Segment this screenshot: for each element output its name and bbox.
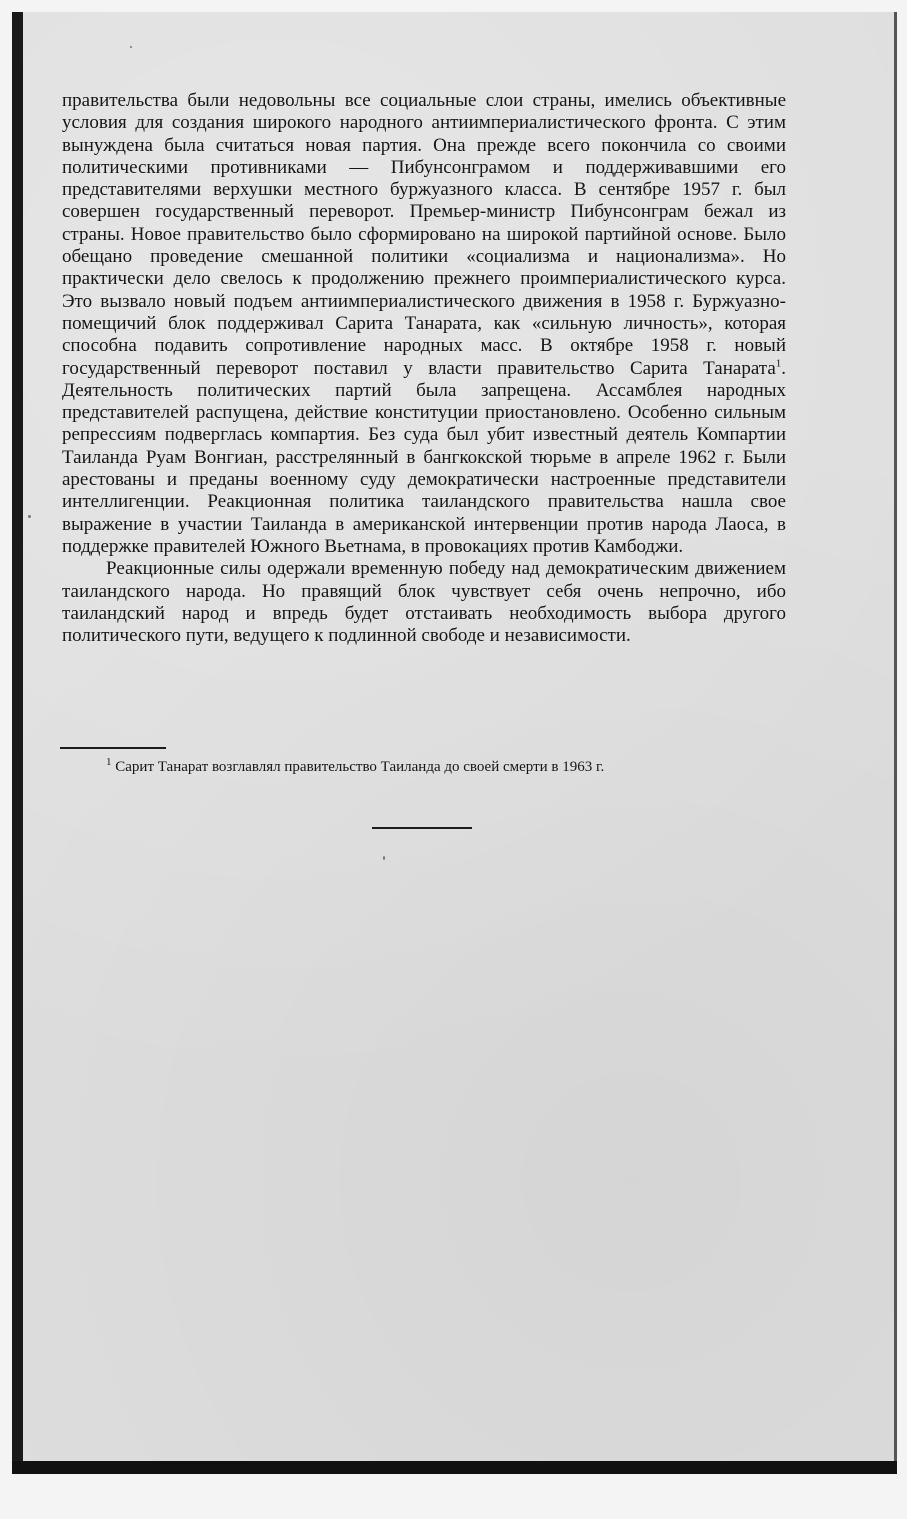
dust-speck	[130, 46, 132, 48]
end-of-text-rule	[372, 827, 472, 829]
paragraph-2: Реакционные силы одержали временную победу над демократическим движением таиландского народа. Но правящий блок чувствует себя очень непрочно, ибо таиландский народ и впредь будет отстаивать необходимость выбора другого политического пути, ведущего к подлинной свободе и независимости.	[62, 558, 786, 647]
paragraph-1	[62, 90, 786, 558]
footnote	[106, 757, 806, 777]
dust-speck	[28, 515, 31, 518]
body-text	[62, 90, 786, 647]
scan-bottom-edge	[12, 1461, 897, 1474]
footnote-reference: 1	[775, 357, 782, 370]
scan-left-edge	[12, 12, 23, 1474]
paragraph-1-continuation: . Деятельность политических партий была запрещена. Ассамблея народных представителей распущена, действие конституции приостановлено. Особенно сильным репрессиям подверглась компартия. Без суда был убит известный деятель Компартии Таиланда Руам Вонгиан, расстрелянный в бангкокской тюрьме в апреле 1962 г. Были арестованы и преданы военному суду демократически настроенные представители интеллигенции. Реакционная политика таиландского правительства нашла свое выражение в участии Таиланда в американской интервенции против народа Лаоса, в поддержке правителей Южного Вьетнама, в провокациях против Камбоджи.	[62, 357, 786, 557]
paragraph-1-text: правительства были недовольны все социальные слои страны, имелись объективные условия для создания широкого народного антиимпериалистического фронта. С этим вынуждена была считаться новая партия. Она прежде всего покончила со своими политическими противниками — Пибунсонграмом и поддерживавшими его представителями верхушки местного буржуазного класса. В сентябре 1957 г. был совершен государственный переворот. Премьер-министр Пибунсонграм бежал из страны. Новое правительство было сформировано на широкой партийной основе. Было обещано проведение смешанной политики «социализма и национализма». Но практически дело свелось к продолжению прежнего проимпериалистического курса. Это вызвало новый подъем антиимпериалистического движения в 1958 г. Буржуазно-помещичий блок поддерживал Сарита Танарата, как «сильную личность», которая способна подавить сопротивление народных масс. В октябре 1958 г. новый государственный переворот поставил у власти правительство Сарита Танарата	[62, 90, 786, 379]
footnote-mark: 1	[106, 756, 112, 768]
footnote-separator	[60, 747, 166, 749]
dust-speck	[383, 856, 385, 860]
scan-right-edge	[894, 12, 897, 1474]
footnote-text: Сарит Танарат возглавлял правительство Таиланда до своей смерти в 1963 г.	[115, 759, 605, 775]
